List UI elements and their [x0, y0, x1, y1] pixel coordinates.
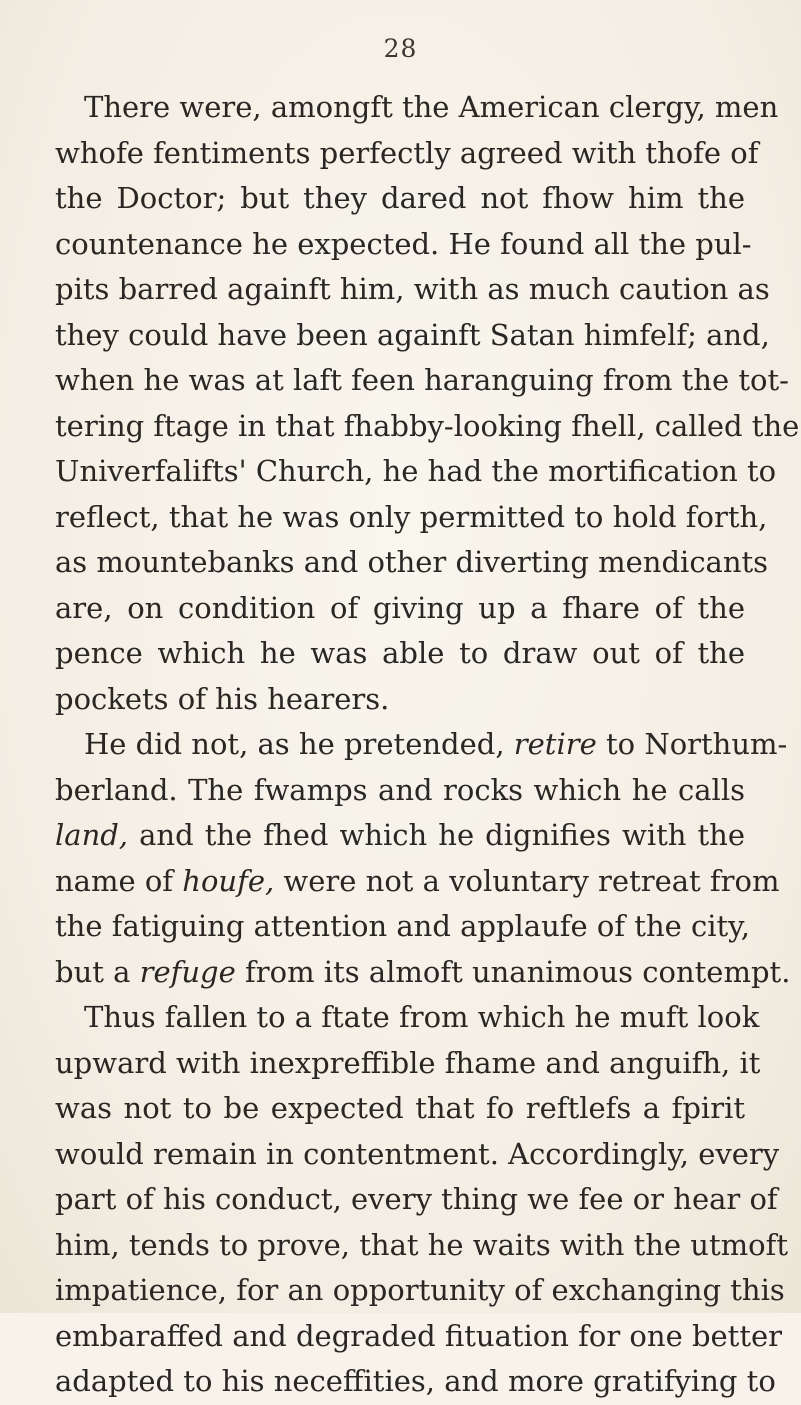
text-line: Thus fallen to a ftate from which he muft look: [84, 1000, 760, 1034]
text-line: part of his conduct, every thing we fee or hear of: [55, 1182, 778, 1216]
text-line: the fatiguing attention and applaufe of the city,: [55, 909, 750, 943]
text-line: whofe fentiments perfectly agreed with thofe of: [55, 135, 759, 170]
italic-word: houfe,: [182, 863, 275, 898]
text-line: berland. The fwamps and rocks which he calls: [55, 772, 745, 807]
text-line: the Doctor; but they dared not fhow him the: [55, 181, 745, 215]
text-line: are, on condition of giving up a fhare of the: [55, 590, 745, 625]
text-line: but a refuge from its almoft unanimous contempt.: [55, 954, 791, 989]
text-line: reflect, that he was only permitted to hold forth,: [55, 499, 768, 534]
text-line: He did not, as he pretended, retire to Northum-: [84, 727, 788, 761]
body-text: [55, 85, 800, 1405]
italic-word: refuge: [139, 954, 236, 989]
text-line: upward with inexpreffible fhame and anguifh, it: [55, 1045, 761, 1080]
text-line: as mountebanks and other diverting mendicants: [55, 545, 769, 579]
text-line: was not to be expected that fo reftlefs a fpirit: [55, 1091, 745, 1125]
text-line: embaraffed and degraded fituation for one better: [55, 1318, 783, 1353]
text-line: tering ftage in that fhabby-looking fhell, called the: [55, 408, 800, 443]
text-line: name of houfe, were not a voluntary retreat from: [55, 863, 780, 898]
page-number: 28: [383, 34, 418, 63]
text-line: Univerfalifts' Church, he had the mortification to: [55, 454, 777, 488]
text-line: impatience, for an opportunity of exchanging this: [55, 1273, 785, 1307]
text-line: adapted to his neceffities, and more gratifying to: [55, 1364, 776, 1398]
italic-word: land,: [55, 818, 129, 852]
text-line: would remain in contentment. Accordingly, every: [55, 1136, 780, 1171]
text-line: pence which he was able to draw out of the: [55, 636, 745, 670]
text-line: they could have been againft Satan himfelf; and,: [55, 317, 770, 352]
text-line: countenance he expected. He found all the pul-: [55, 226, 752, 261]
text-line: pockets of his hearers.: [55, 681, 390, 716]
text-line: land, and the fhed which he dignifies with the: [55, 818, 745, 852]
text-line: when he was at laft feen haranguing from the tot-: [55, 363, 789, 397]
text-line: There were, amongft the American clergy, men: [84, 90, 779, 124]
italic-word: retire: [513, 727, 597, 761]
text-line: pits barred againft him, with as much caution as: [55, 272, 770, 306]
text-line: him, tends to prove, that he waits with the utmoft: [55, 1227, 788, 1262]
